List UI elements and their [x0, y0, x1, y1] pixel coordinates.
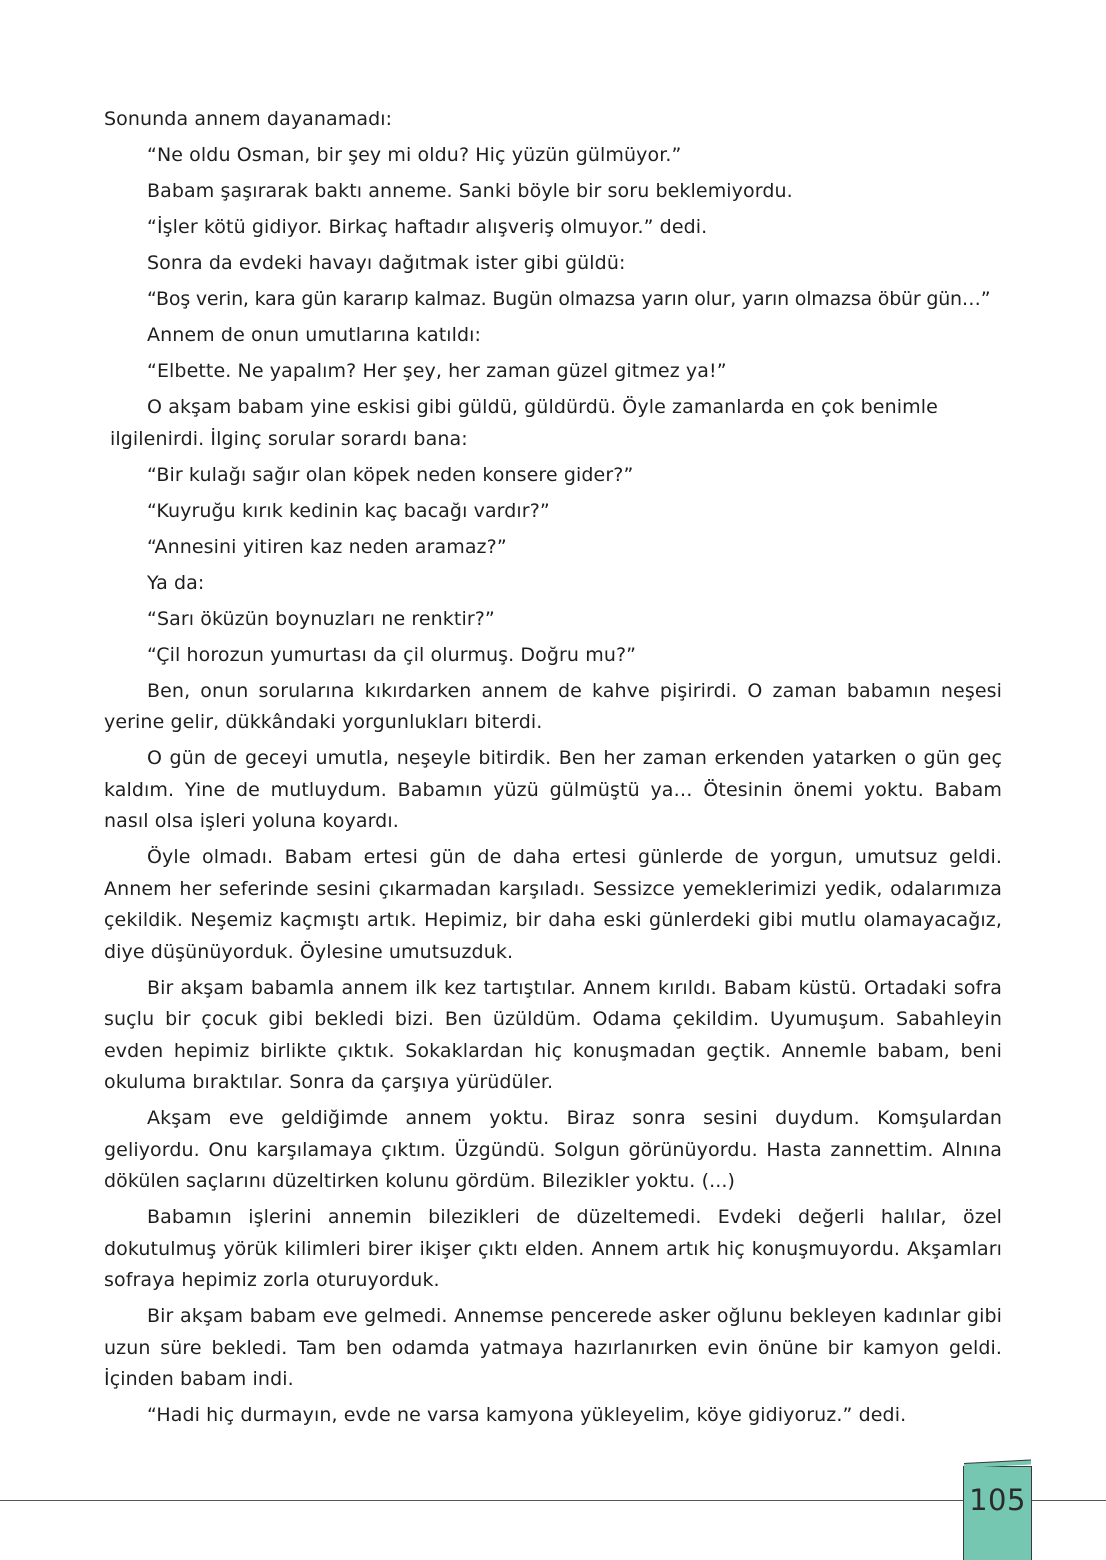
- paragraph: Ya da:: [147, 571, 205, 594]
- dialogue-line: “Kuyruğu kırık kedinin kaç bacağı vardır?”: [147, 499, 550, 522]
- paragraph: Babam şaşırarak baktı anneme. Sanki böyle bir soru beklemiyordu.: [147, 180, 793, 202]
- dialogue-line: “Ne oldu Osman, bir şey mi oldu? Hiç yüzün gülmüyor.”: [147, 144, 682, 166]
- dialogue-line: “İşler kötü gidiyor. Birkaç haftadır alışveriş olmuyor.” dedi.: [147, 216, 708, 238]
- dialogue-line: “Boş verin, kara gün kararıp kalmaz. Bugün olmazsa yarın olur, yarın olmazsa öbür gün…”: [147, 288, 991, 310]
- paragraph: O gün de geceyi umutla, neşeyle bitirdik. Ben her zaman erkenden yatarken o gün geç kaldım. Yine de mutluydum. Babamın yüzü gülmüştü ya… Ötesinin önemi yoktu. Babam nasıl olsa işleri yoluna koyardı.: [104, 747, 1002, 832]
- dialogue-line: “Annesini yitiren kaz neden aramaz?”: [147, 535, 507, 558]
- dialogue-line: “Çil horozun yumurtası da çil olurmuş. Doğru mu?”: [147, 643, 637, 666]
- page-number-tab: [963, 1466, 1032, 1560]
- footer-rule: [0, 1500, 1106, 1501]
- paragraph: Babamın işlerini annemin bilezikleri de düzeltemedi. Evdeki değerli halılar, özel dokutulmuş yörük kilimleri birer ikişer çıktı elden. Annem artık hiç konuşmuyordu. Akşamları sofraya hepimiz zorla oturuyorduk.: [104, 1206, 1002, 1291]
- dialogue-line: “Sarı öküzün boynuzları ne renktir?”: [147, 607, 495, 630]
- dialogue-line: “Elbette. Ne yapalım? Her şey, her zaman güzel gitmez ya!”: [147, 360, 727, 382]
- story-text: [104, 104, 1002, 1436]
- page-number: 105: [969, 1483, 1026, 1517]
- paragraph: O akşam babam yine eskisi gibi güldü, güldürdü. Öyle zamanlarda en çok benimle ilgilenirdi. İlginç sorular sorardı bana:: [110, 396, 938, 450]
- paragraph: Annem de onun umutlarına katıldı:: [147, 324, 482, 346]
- paragraph: Öyle olmadı. Babam ertesi gün de daha ertesi günlerde de yorgun, umutsuz geldi. Annem her seferinde sesini çıkarmadan karşıladı. Sessizce yemeklerimizi yedik, odalarımıza çekildik. Neşemiz kaçmıştı artık. Hepimiz, bir daha eski günlerdeki gibi mutlu olamayacağız, diye düşünüyorduk. Öylesine umutsuzduk.: [104, 846, 1002, 963]
- paragraph: Ben, onun sorularına kıkırdarken annem de kahve pişirirdi. O zaman babamın neşesi yerine gelir, dükkândaki yorgunlukları biterdi.: [104, 679, 1002, 733]
- dialogue-line: “Hadi hiç durmayın, evde ne varsa kamyona yükleyelim, köye gidiyoruz.” dedi.: [147, 1404, 907, 1426]
- paragraph: Sonunda annem dayanamadı:: [104, 108, 393, 130]
- paragraph: Bir akşam babam eve gelmedi. Annemse pencerede asker oğlunu bekleyen kadınlar gibi uzun süre bekledi. Tam ben odamda yatmaya hazırlanırken evin önüne bir kamyon geldi. İçinden babam indi.: [104, 1305, 1002, 1390]
- paragraph: Akşam eve geldiğimde annem yoktu. Biraz sonra sesini duydum. Komşulardan geliyordu. Onu karşılamaya çıktım. Üzgündü. Solgun görünüyordu. Hasta zannettim. Alnına dökülen saçlarını düzeltirken kolunu gördüm. Bilezikler yoktu. (...): [104, 1107, 1002, 1192]
- paragraph: Sonra da evdeki havayı dağıtmak ister gibi güldü:: [147, 252, 626, 274]
- paragraph: Bir akşam babamla annem ilk kez tartıştılar. Annem kırıldı. Babam küstü. Ortadaki sofra suçlu bir çocuk gibi bekledi bizi. Ben üzüldüm. Odama çekildim. Uyumuşum. Sabahleyin evden hepimiz birlikte çıktık. Sokaklardan hiç konuşmadan geçtik. Annemle babam, beni okuluma bıraktılar. Sonra da çarşıya yürüdüler.: [104, 976, 1002, 1093]
- dialogue-line: “Bir kulağı sağır olan köpek neden konsere gider?”: [147, 463, 634, 486]
